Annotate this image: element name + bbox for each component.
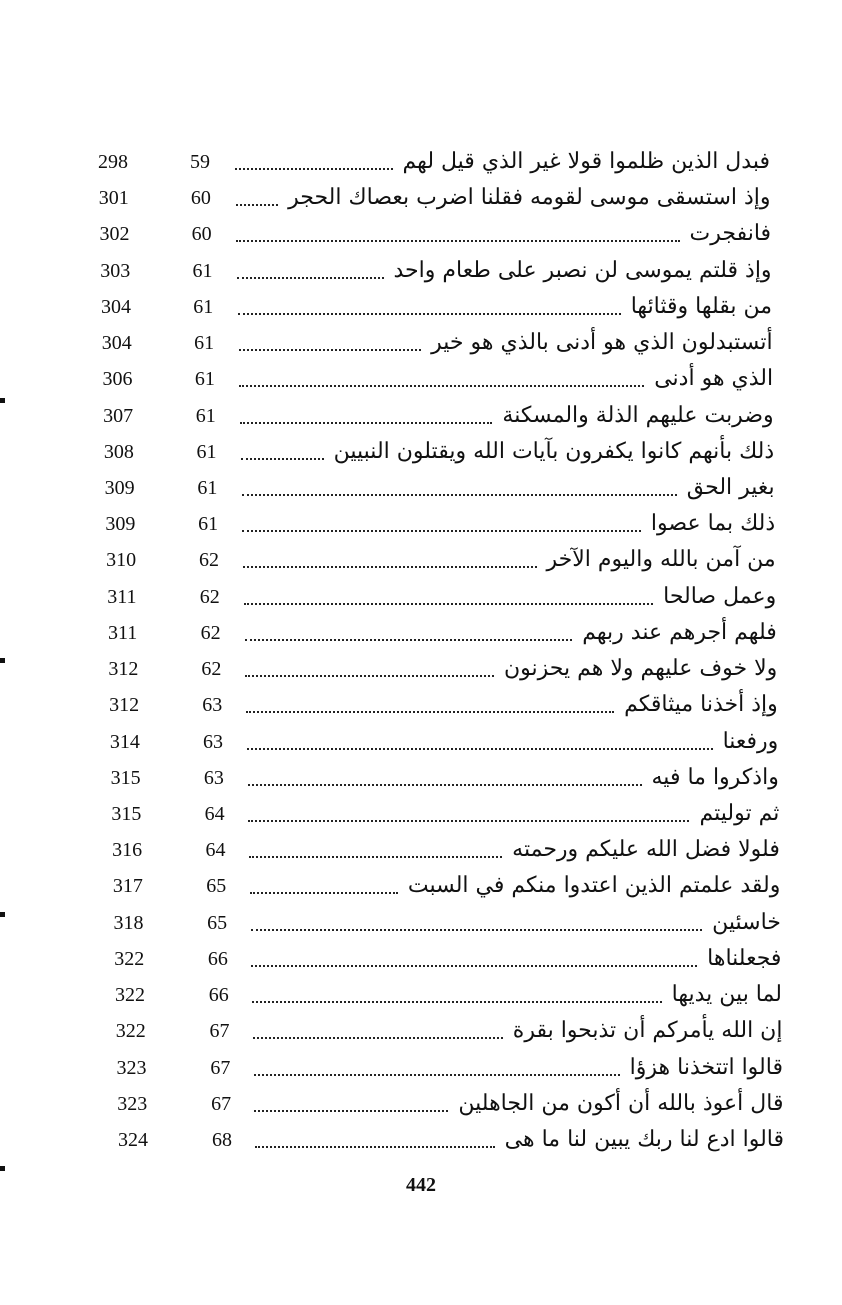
verse-number: 61	[197, 477, 218, 499]
verse-text: إن الله يأمركم أن تذبحوا بقرة	[512, 1018, 783, 1044]
index-entry	[0, 253, 842, 289]
verse-number: 62	[200, 621, 221, 644]
index-entry	[0, 180, 842, 216]
page-reference: 324	[118, 1129, 148, 1151]
page-reference: 318	[113, 911, 144, 934]
dot-leader	[236, 240, 680, 242]
edge-mark	[0, 658, 5, 663]
dot-leader	[242, 530, 641, 532]
index-entry	[0, 868, 842, 904]
verse-text: خاسئين	[712, 909, 781, 935]
page-reference: 323	[116, 1056, 147, 1079]
dot-leader	[237, 277, 384, 279]
verse-number: 65	[206, 875, 227, 898]
page-reference: 315	[111, 803, 142, 825]
page-reference: 298	[98, 151, 128, 173]
dot-leader	[248, 820, 689, 822]
index-entry	[0, 977, 842, 1013]
verse-text: وإذ أخذنا ميثاقكم	[624, 692, 778, 718]
verse-number: 61	[195, 404, 216, 427]
page-reference: 308	[103, 440, 134, 463]
verse-number: 64	[204, 803, 225, 825]
index-entry	[0, 470, 842, 506]
verse-text: ورفعنا	[722, 728, 779, 754]
verse-text: قالوا ادع لنا ربك يبين لنا ما هى	[504, 1127, 784, 1152]
page-reference: 302	[99, 223, 130, 246]
page-reference: 301	[98, 187, 129, 210]
index-entry	[0, 434, 842, 470]
page-reference: 311	[107, 621, 138, 644]
verse-text: ولقد علمتم الذين اعتدوا منكم في السبت	[407, 873, 781, 899]
verse-number: 66	[207, 947, 228, 970]
verse-text: ولا خوف عليهم ولا هم يحزنون	[504, 656, 778, 682]
verse-text: أتستبدلون الذي هو أدنى بالذي هو خير	[431, 330, 773, 356]
verse-text: قال أعوذ بالله أن أكون من الجاهلين	[458, 1090, 784, 1116]
verse-number: 60	[191, 223, 212, 246]
index-entry	[0, 724, 842, 760]
index-entry	[0, 905, 842, 941]
page-reference: 323	[117, 1092, 148, 1115]
index-entry	[0, 687, 842, 723]
index-entry	[0, 579, 842, 615]
edge-mark	[0, 912, 5, 917]
index-entry	[0, 615, 842, 651]
page-reference: 309	[104, 477, 135, 499]
verse-text: ذلك بما عصوا	[650, 511, 776, 537]
index-entry	[0, 832, 842, 868]
index-entry	[0, 796, 842, 832]
page-reference: 307	[103, 404, 134, 427]
dot-leader	[254, 1074, 620, 1076]
page-reference: 322	[115, 984, 146, 1007]
verse-number: 67	[210, 1056, 231, 1079]
dot-leader	[247, 748, 713, 750]
page-reference: 312	[109, 694, 140, 717]
dot-leader	[238, 313, 621, 315]
verse-text: من بقلها وقثائها	[630, 293, 773, 319]
index-entry	[0, 325, 842, 361]
verse-number: 63	[202, 694, 223, 717]
verse-number: 61	[192, 259, 213, 282]
verse-number: 67	[209, 1020, 230, 1043]
index-entry	[0, 289, 842, 325]
verse-number: 61	[193, 295, 214, 318]
dot-leader	[242, 494, 677, 496]
verse-number: 64	[205, 839, 226, 862]
verse-number: 61	[194, 332, 215, 355]
verse-text: لما بين يديها	[671, 982, 782, 1008]
index-entry	[0, 941, 842, 977]
index-entry	[0, 144, 842, 180]
verse-text: قالوا اتتخذنا هزؤا	[629, 1054, 783, 1080]
index-entry	[0, 398, 842, 434]
dot-leader	[250, 892, 398, 894]
page-reference: 317	[112, 875, 143, 898]
dot-leader	[249, 856, 502, 858]
dot-leader	[252, 1001, 662, 1003]
verse-number: 61	[198, 513, 219, 536]
dot-leader	[235, 168, 393, 170]
dot-leader	[255, 1146, 495, 1148]
page-reference: 306	[102, 368, 133, 391]
page-reference: 316	[112, 839, 143, 862]
verse-number: 62	[201, 658, 222, 681]
index-entry	[0, 760, 842, 796]
verse-text: ثم توليتم	[699, 801, 780, 826]
verse-text: فانفجرت	[689, 221, 772, 247]
verse-text: فلولا فضل الله عليكم ورحمته	[512, 837, 780, 863]
dot-leader	[239, 349, 421, 351]
verse-number: 59	[190, 151, 210, 173]
index-entry	[0, 216, 842, 252]
page-reference: 322	[114, 947, 145, 970]
index-entry	[0, 506, 842, 542]
verse-number: 61	[194, 368, 215, 391]
verse-text: فجعلناها	[707, 945, 782, 971]
verse-text: ذلك بأنهم كانوا يكفرون بآيات الله ويقتلون النبيين	[333, 438, 775, 464]
dot-leader	[239, 385, 644, 387]
verse-text: واذكروا ما فيه	[651, 764, 779, 790]
verse-number: 62	[198, 549, 219, 572]
dot-leader	[243, 566, 537, 568]
dot-leader	[236, 204, 278, 206]
verse-number: 68	[212, 1129, 232, 1151]
edge-mark	[0, 398, 5, 403]
verse-text: الذي هو أدنى	[654, 366, 774, 392]
page-reference: 315	[110, 766, 141, 789]
dot-leader	[254, 1110, 448, 1112]
page-reference: 304	[100, 295, 131, 318]
edge-mark	[0, 1166, 5, 1171]
verse-number: 60	[190, 187, 211, 210]
verse-number: 62	[199, 585, 220, 608]
dot-leader	[246, 711, 614, 713]
index-entry	[0, 361, 842, 397]
page-reference: 322	[115, 1020, 146, 1043]
dot-leader	[240, 422, 492, 424]
verse-number: 65	[207, 911, 228, 934]
index-entry	[0, 1122, 842, 1158]
dot-leader	[244, 603, 653, 605]
verse-text: وإذ قلتم يموسى لن نصبر على طعام واحد	[393, 257, 772, 283]
index-entry	[0, 542, 842, 578]
dot-leader	[245, 639, 572, 641]
dot-leader	[248, 784, 642, 786]
page-reference: 314	[109, 730, 140, 753]
dot-leader	[241, 458, 324, 460]
verse-text: وإذ استسقى موسى لقومه فقلنا اضرب بعصاك الحجر	[288, 185, 771, 211]
page-reference: 311	[107, 585, 137, 608]
page-reference: 312	[108, 658, 139, 681]
page-number-footer: 442	[406, 1174, 436, 1196]
index-entry	[0, 1050, 842, 1086]
page-reference: 309	[105, 513, 136, 536]
dot-leader	[245, 675, 494, 677]
verse-text: وضربت عليهم الذلة والمسكنة	[502, 402, 774, 428]
dot-leader	[253, 1037, 503, 1039]
index-entry	[0, 1086, 842, 1122]
page-reference: 310	[106, 549, 137, 572]
dot-leader	[251, 929, 702, 931]
verse-text: بغير الحق	[686, 475, 775, 500]
page-reference: 303	[100, 259, 131, 282]
verse-number: 66	[208, 984, 229, 1007]
verse-text: فبدل الذين ظلموا قولا غير الذي قيل لهم	[402, 149, 770, 174]
verse-text: وعمل صالحا	[663, 583, 777, 609]
verse-number: 63	[203, 766, 224, 789]
verse-text: من آمن بالله واليوم الآخر	[546, 547, 776, 573]
index-entry	[0, 651, 842, 687]
verse-text: فلهم أجرهم عند ربهم	[582, 619, 777, 645]
verse-number: 63	[203, 730, 224, 753]
dot-leader	[251, 965, 697, 967]
index-entry	[0, 1013, 842, 1049]
page-reference: 304	[101, 332, 132, 355]
verse-number: 61	[196, 440, 217, 463]
verse-number: 67	[211, 1092, 232, 1115]
